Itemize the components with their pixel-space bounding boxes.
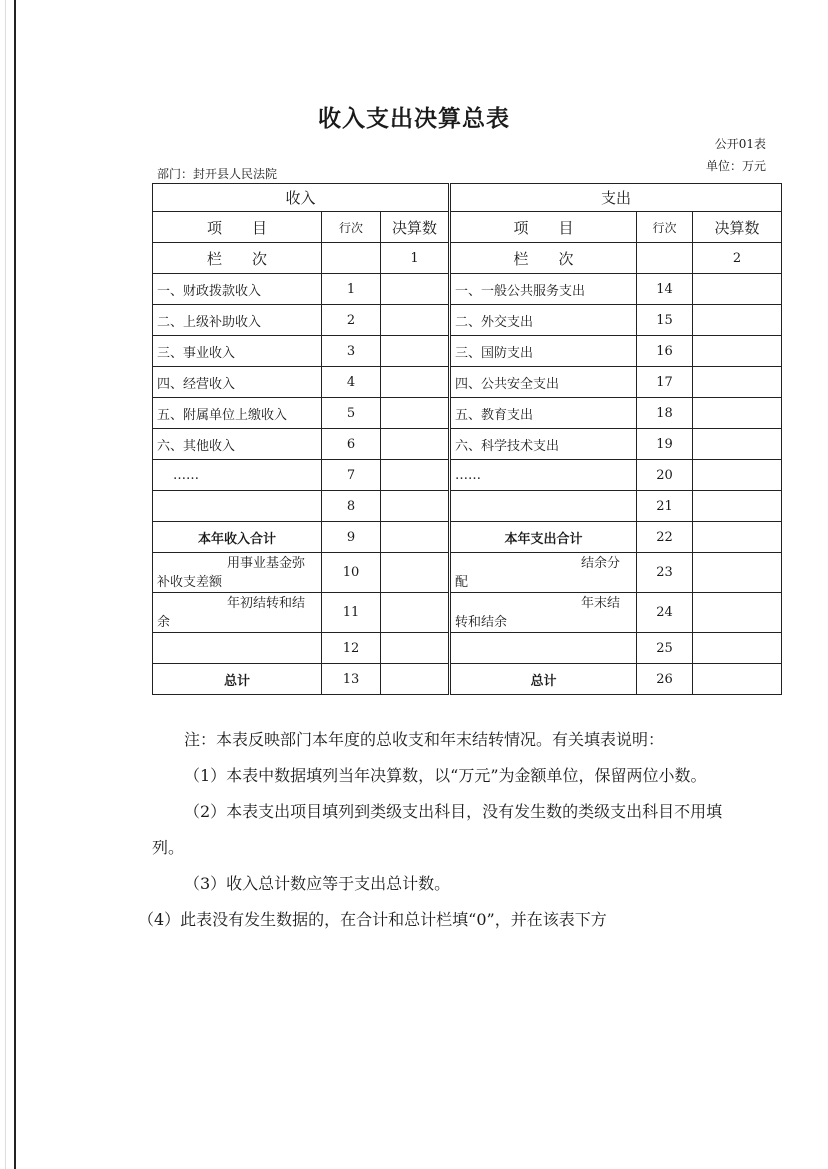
column-header-row: [153, 212, 782, 243]
scan-border: [14, 0, 16, 1169]
lanci-row: [153, 243, 782, 274]
income-expense-table: [152, 183, 782, 695]
expense-row-no: 15: [637, 305, 693, 336]
income-row-no: 2: [322, 305, 381, 336]
expense-lanci-value: 2: [693, 243, 782, 274]
expense-item: ……: [450, 460, 637, 491]
expense-amount-cell: [693, 429, 782, 460]
expense-amount-cell: [693, 593, 782, 633]
income-item: 四、经营收入: [153, 367, 322, 398]
income-row-no: 9: [322, 522, 381, 553]
table-row: [153, 429, 782, 460]
expense-amount-cell: [693, 336, 782, 367]
expense-amount-cell: [693, 398, 782, 429]
note-3: （3）收入总计数应等于支出总计数。: [184, 874, 451, 893]
income-item: [153, 491, 322, 522]
subtotal-row: [153, 522, 782, 553]
total-row: [153, 664, 782, 695]
expense-row-no: 24: [637, 593, 693, 633]
expense-row-no: 21: [637, 491, 693, 522]
expense-total-label: 总计: [450, 664, 637, 695]
expense-lanci-row: [637, 243, 693, 274]
notes-section: [138, 722, 752, 938]
table-row: [153, 491, 782, 522]
expense-item-line2: 转和结余: [455, 614, 508, 630]
table-row: [153, 460, 782, 491]
note-1: （1）本表中数据填列当年决算数，以“万元”为金额单位，保留两位小数。: [184, 766, 707, 785]
income-item: 二、上级补助收入: [153, 305, 322, 336]
department-label: 部门：封开县人民法院: [157, 167, 278, 181]
income-amount-cell: [381, 274, 450, 305]
income-amount-cell: [381, 305, 450, 336]
expense-amount-cell: [693, 553, 782, 593]
income-item: 三、事业收入: [153, 336, 322, 367]
table-row: [153, 553, 782, 593]
expense-row-no: 26: [637, 664, 693, 695]
form-number: 公开01表: [714, 137, 766, 151]
income-row-no: 7: [322, 460, 381, 491]
income-amount-cell: [381, 522, 450, 553]
table-row: [153, 336, 782, 367]
income-header: 收入: [153, 184, 450, 212]
income-lanci-row: [322, 243, 381, 274]
expense-item: 二、外交支出: [450, 305, 637, 336]
income-item-line1: 年初结转和结: [227, 595, 306, 611]
table-row: [153, 633, 782, 664]
expense-item: 五、教育支出: [450, 398, 637, 429]
income-amount-cell: [381, 664, 450, 695]
expense-item: 三、国防支出: [450, 336, 637, 367]
income-row-no: 4: [322, 367, 381, 398]
expense-row-no: 20: [637, 460, 693, 491]
page-title: 收入支出决算总表: [318, 105, 510, 132]
expense-row-no: 22: [637, 522, 693, 553]
expense-item: 四、公共安全支出: [450, 367, 637, 398]
income-col-item: 项 目: [153, 212, 322, 243]
expense-amount-cell: [693, 633, 782, 664]
expense-item: 六、科学技术支出: [450, 429, 637, 460]
expense-col-row: 行次: [637, 212, 693, 243]
income-row-no: 5: [322, 398, 381, 429]
income-item: 六、其他收入: [153, 429, 322, 460]
income-item: [153, 633, 322, 664]
table-row: [153, 593, 782, 633]
expense-subtotal-label: 本年支出合计: [450, 522, 637, 553]
income-row-no: 12: [322, 633, 381, 664]
expense-item: [450, 553, 637, 593]
expense-item-line2: 配: [455, 574, 469, 590]
income-item: 五、附属单位上缴收入: [153, 398, 322, 429]
note-2: （2）本表支出项目填列到类级支出科目，没有发生数的类级支出科目不用填列。: [152, 802, 723, 857]
income-row-no: 1: [322, 274, 381, 305]
income-amount-cell: [381, 633, 450, 664]
income-item: [153, 593, 322, 633]
income-amount-cell: [381, 429, 450, 460]
income-item-line2: 补收支差额: [157, 574, 223, 590]
income-item: 一、财政拨款收入: [153, 274, 322, 305]
expense-row-no: 25: [637, 633, 693, 664]
expense-row-no: 18: [637, 398, 693, 429]
expense-item-line1: 年末结: [581, 595, 621, 611]
income-row-no: 13: [322, 664, 381, 695]
income-amount-cell: [381, 460, 450, 491]
expense-item: [450, 633, 637, 664]
expense-item: [450, 491, 637, 522]
expense-lanci-label: 栏 次: [450, 243, 637, 274]
income-lanci-label: 栏 次: [153, 243, 322, 274]
table-row: [153, 274, 782, 305]
income-amount-cell: [381, 593, 450, 633]
expense-row-no: 16: [637, 336, 693, 367]
note-4: （4）此表没有发生数据的，在合计和总计栏填“0”，并在该表下方: [138, 910, 607, 929]
expense-amount-cell: [693, 367, 782, 398]
table-header-row: [153, 184, 782, 212]
expense-row-no: 17: [637, 367, 693, 398]
income-amount-cell: [381, 336, 450, 367]
expense-row-no: 19: [637, 429, 693, 460]
income-item-line2: 余: [157, 614, 171, 630]
income-lanci-value: 1: [381, 243, 450, 274]
scan-shadow: [5, 0, 6, 1169]
expense-col-item: 项 目: [450, 212, 637, 243]
expense-amount-cell: [693, 664, 782, 695]
income-item: [153, 553, 322, 593]
expense-amount-cell: [693, 491, 782, 522]
income-total-label: 总计: [153, 664, 322, 695]
expense-amount-cell: [693, 460, 782, 491]
income-row-no: 6: [322, 429, 381, 460]
income-row-no: 3: [322, 336, 381, 367]
expense-item: [450, 593, 637, 633]
income-item: ……: [153, 460, 322, 491]
expense-amount-cell: [693, 305, 782, 336]
expense-row-no: 14: [637, 274, 693, 305]
income-amount-cell: [381, 367, 450, 398]
table-row: [153, 398, 782, 429]
expense-row-no: 23: [637, 553, 693, 593]
expense-amount-cell: [693, 522, 782, 553]
unit-label: 单位：万元: [705, 159, 766, 173]
table-row: [153, 305, 782, 336]
income-col-row: 行次: [322, 212, 381, 243]
expense-col-amount: 决算数: [693, 212, 782, 243]
income-subtotal-label: 本年收入合计: [153, 522, 322, 553]
expense-amount-cell: [693, 274, 782, 305]
income-col-amount: 决算数: [381, 212, 450, 243]
note-intro: 注：本表反映部门本年度的总收支和年末结转情况。有关填表说明：: [184, 730, 665, 749]
expense-header: 支出: [450, 184, 782, 212]
income-amount-cell: [381, 491, 450, 522]
table-row: [153, 367, 782, 398]
income-item-line1: 用事业基金弥: [227, 555, 306, 571]
expense-item: 一、一般公共服务支出: [450, 274, 637, 305]
income-amount-cell: [381, 398, 450, 429]
income-amount-cell: [381, 553, 450, 593]
income-row-no: 11: [322, 593, 381, 633]
expense-item-line1: 结余分: [581, 555, 621, 571]
income-row-no: 10: [322, 553, 381, 593]
income-row-no: 8: [322, 491, 381, 522]
